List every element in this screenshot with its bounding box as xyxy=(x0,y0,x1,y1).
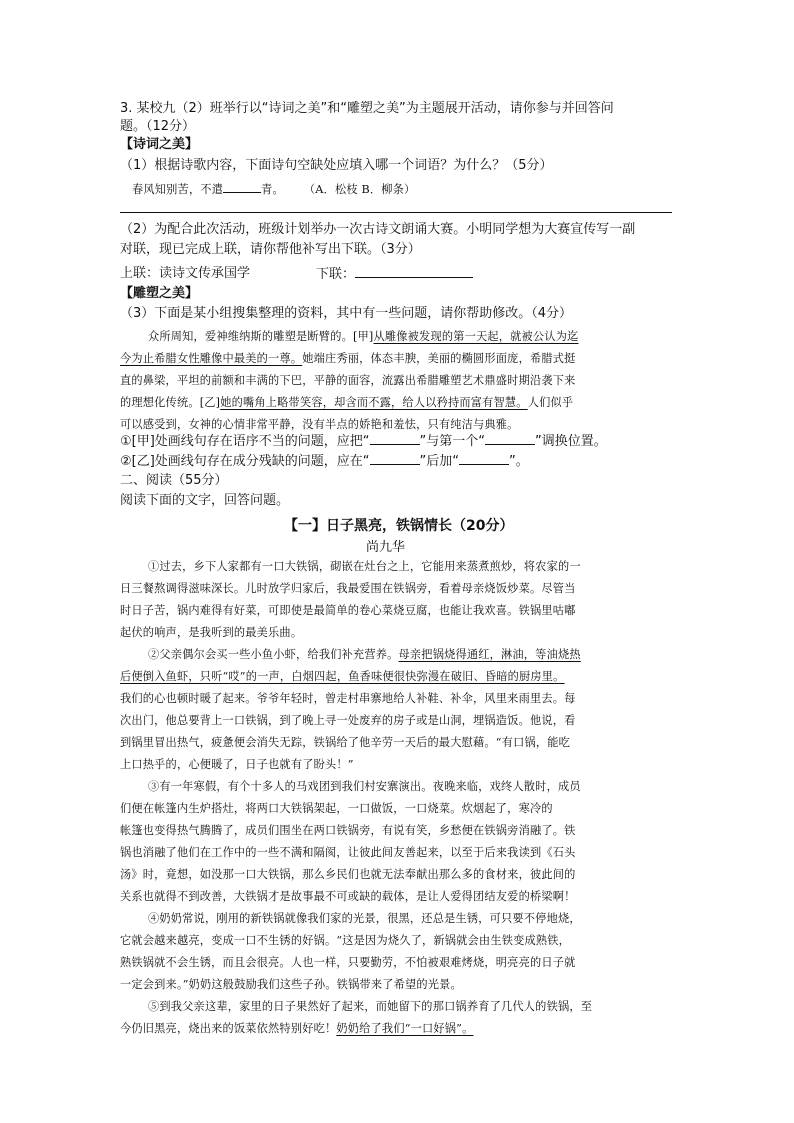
article-line: ④奶奶常说，刚用的新铁锅就像我们家的光景，很黑，还总是生锈，可只要不停地烧， xyxy=(148,912,581,925)
poem-text-a: 春风知别苦，不遣 xyxy=(132,183,224,196)
question-text: ”与第一个“ xyxy=(419,434,486,449)
poem-line xyxy=(132,180,415,199)
question-text: ②[乙]处画线句存在成分残缺的问题，应在“ xyxy=(120,454,370,469)
article-line: 关系也就得不到改善，大铁锅才是故事最不可或缺的载体，是让人爱得团结友爱的桥梁啊！ xyxy=(120,890,576,903)
article-line: ③有一年寒假，有个十多人的马戏团到我们村安寨演出。夜晚来临，戏终人散时，成员 xyxy=(148,780,581,793)
article-line: ①过去，乡下人家都有一口大铁锅，砌嵌在灶台之上，它能用来蒸煮煎炒，将农家的一 xyxy=(148,560,581,573)
question-text: ”调换位置。 xyxy=(535,434,607,449)
poem-text-b: 青。 xyxy=(261,183,284,196)
sub-question-2-line1: （2）为配合此次活动，班级计划举办一次古诗文朗诵大赛。小明同学想为大赛宣传写一副 xyxy=(120,222,636,237)
underlined-sentence-yi: 她的嘴角上略带笑容，却含而不露，给人以矜持而富有智慧。 xyxy=(220,396,528,409)
article-text: 今仍旧黑亮，烧出来的饭菜依然特别好吃！ xyxy=(120,1022,337,1035)
article-line: 它就会越来越亮，变成一口不生锈的好锅。“这是因为烧久了，新锅就会由生铁变成熟铁， xyxy=(120,934,571,947)
answer-blank[interactable] xyxy=(485,432,535,445)
article-line: 日三餐熬调得滋味深长。儿时放学归家后，我最爱围在铁锅旁，看着母亲烧饭炒菜。尽管当 xyxy=(120,582,576,595)
poem-options: （A．松枝 B．柳条） xyxy=(303,183,416,196)
question-text: ”。 xyxy=(509,454,529,469)
article-line: 我们的心也顿时暖了起来。爷爷年轻时，曾走村串寨地给人补鞋、补伞，风里来雨里去。每 xyxy=(120,692,576,705)
article-title: 【一】日子黑亮，铁锅情长（20分） xyxy=(284,518,514,534)
article-line: 时日子苦，锅内难得有好菜，可即使是最简单的卷心菜烧豆腐，也能让我欢喜。铁锅里咕嘟 xyxy=(120,604,576,617)
article-line xyxy=(120,1020,473,1038)
underlined-sentence-jia-2: 今为止希腊女性雕像中最美的一尊。 xyxy=(120,352,303,365)
answer-blank[interactable] xyxy=(370,432,420,445)
underlined-sentence: 母亲把锅烧得通红，淋油，等油烧热 xyxy=(398,648,581,661)
article-line: 次出门，他总要背上一口铁锅，到了晚上寻一处废弃的房子或是山洞，埋锅造饭。他说，看 xyxy=(120,714,576,727)
answer-line[interactable] xyxy=(120,212,672,213)
passage-line-5: 可以感受到，女神的心情非常平静，没有半点的娇艳和羞怯，只有纯洁与典雅。 xyxy=(120,418,519,431)
passage-line-2 xyxy=(120,350,576,368)
question-yi xyxy=(120,452,529,471)
passage-text: 众所周知，爱神维纳斯的雕塑是断臂的。[甲] xyxy=(148,330,374,343)
lower-couplet-blank[interactable] xyxy=(355,265,473,278)
lower-couplet-label: 下联： xyxy=(316,267,356,282)
underlined-sentence-jia: 从雕像被发现的第一天起，就被公认为迄 xyxy=(373,330,579,343)
q3-heading-line1: 3. 某校九（2）班举行以“诗词之美”和“雕塑之美”为主题展开活动，请你参与并回答问 xyxy=(120,101,614,116)
article-text: ②父亲偶尔会买一些小鱼小虾，给我们补充营养。 xyxy=(148,648,399,661)
reading-instruction: 阅读下面的文字，回答问题。 xyxy=(120,493,290,508)
passage-line-3: 直的鼻梁，平坦的前额和丰满的下巴，平静的面容，流露出希腊雕塑艺术鼎盛时期沿袭下来 xyxy=(120,374,576,387)
upper-couplet: 上联：读诗文传承国学 xyxy=(120,266,251,281)
article-line xyxy=(148,646,581,664)
passage-text: 的理想化传统。[乙] xyxy=(120,396,221,409)
article-line: 们便在帐篷内生炉搭灶，将两口大铁锅架起，一口做饭，一口烧菜。炊烟起了，寒冷的 xyxy=(120,802,553,815)
sub-question-3: （3）下面是某小组搜集整理的资料，其中有一些问题，请你帮助修改。（4分） xyxy=(120,306,573,321)
section-sculpture-title: 【雕塑之美】 xyxy=(120,286,199,301)
article-line: ⑤到我父亲这辈，家里的日子果然好了起来，而她留下的那口锅养育了几代人的铁锅，至 xyxy=(148,1000,593,1013)
article-line: 帐篷也变得热气腾腾了，成员们围坐在两口铁锅旁，有说有笑，乡愁便在铁锅旁消融了。铁 xyxy=(120,824,576,837)
article-line: 一定会到来。”奶奶这般鼓励我们这些子孙。铁锅带来了希望的光景。 xyxy=(120,978,462,991)
reading-part-title: 二、阅读（55分） xyxy=(120,473,228,488)
section-poetry-title: 【诗词之美】 xyxy=(120,137,199,152)
passage-line-4 xyxy=(120,394,573,412)
q3-heading-line2: 题。（12分） xyxy=(120,119,196,134)
article-line: 汤》时，竟想，如没那一口大铁锅，那么乡民们也就无法奉献出那么多的食材来，彼此间的 xyxy=(120,868,576,881)
poem-blank[interactable] xyxy=(223,180,261,193)
passage-text: 她端庄秀丽，体态丰腴，美丽的椭圆形面庞，希腊式挺 xyxy=(302,352,576,365)
underlined-sentence: 后便倒入鱼虾，只听“哎”的一声，白烟四起，鱼香味便很快弥漫在破旧、昏暗的厨房里。 xyxy=(120,670,565,683)
article-author: 尚九华 xyxy=(366,540,406,555)
article-line: 上口热乎的，心便暖了，日子也就有了盼头！” xyxy=(120,758,354,771)
question-text: ”后加“ xyxy=(419,454,460,469)
passage-text: 人们似乎 xyxy=(527,396,574,409)
question-jia xyxy=(120,432,607,451)
lower-couplet xyxy=(316,265,473,284)
article-line: 熟铁锅就不会生锈，而且会很亮。人也一样，只要勤劳，不怕被艰难烤烧，明亮亮的日子就 xyxy=(120,956,576,969)
article-line: 起伏的响声，是我听到的最美乐曲。 xyxy=(120,626,303,639)
article-line: 到锅里冒出热气，疲惫便会消失无踪，铁锅给了他辛劳一天后的最大慰藉。“有口锅，能吃 xyxy=(120,736,571,749)
passage-line-1 xyxy=(148,328,578,346)
answer-blank[interactable] xyxy=(459,452,509,465)
underlined-sentence: 奶奶给了我们“一口好锅”。 xyxy=(336,1022,474,1035)
article-line xyxy=(120,668,565,686)
answer-blank[interactable] xyxy=(370,452,420,465)
question-text: ①[甲]处画线句存在语序不当的问题，应把“ xyxy=(120,434,370,449)
sub-question-2-line2: 对联，现已完成上联，请你帮他补写出下联。（3分） xyxy=(120,242,421,257)
article-line: 锅也消融了他们在工作中的一些不满和隔阂，让彼此间友善起来，以至于后来我读到《石头 xyxy=(120,846,576,859)
sub-question-1: （1）根据诗歌内容，下面诗句空缺处应填入哪一个词语？为什么？（5分） xyxy=(120,158,553,173)
